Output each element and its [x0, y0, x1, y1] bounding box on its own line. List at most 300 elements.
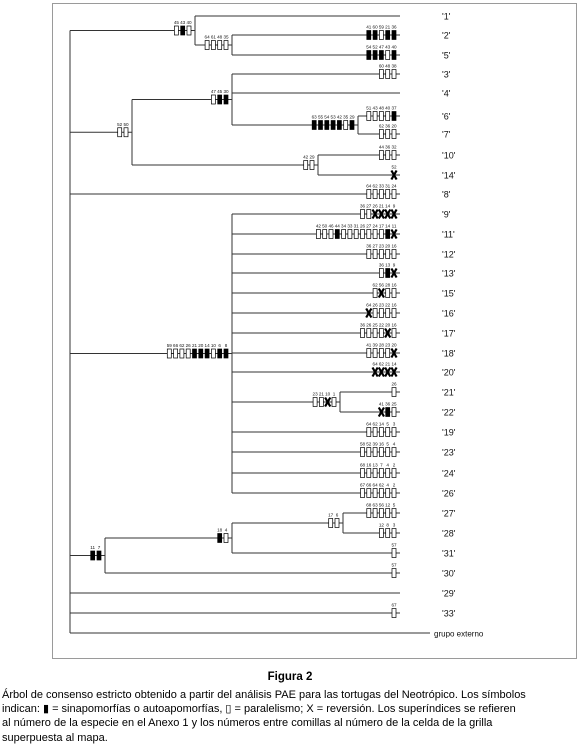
- character-number: 29: [309, 154, 315, 160]
- parallelism-marker: [379, 106, 385, 121]
- terminal-label: '10': [442, 150, 456, 161]
- character-number: 2: [392, 482, 396, 488]
- parallelism-marker: [373, 442, 379, 457]
- reversal-marker: [373, 362, 379, 377]
- synapomorphy-marker: [218, 343, 222, 358]
- character-number: 7: [380, 462, 383, 468]
- character-number: 4: [224, 527, 228, 533]
- terminal-label: '6': [442, 111, 451, 122]
- character-number: 4: [386, 462, 389, 468]
- character-number: 31: [385, 183, 391, 189]
- parallelism-marker: [379, 184, 385, 199]
- character-number: 12: [385, 502, 391, 508]
- parallelism-marker: [385, 45, 391, 60]
- synapomorphy-marker: [205, 343, 211, 358]
- terminal-label: '23': [442, 447, 456, 458]
- parallelism-marker: [117, 122, 123, 137]
- reversal-marker: [385, 362, 391, 377]
- character-number: 21: [385, 361, 391, 367]
- parallelism-marker: [179, 343, 185, 358]
- terminal-label: '18': [442, 348, 456, 359]
- parallelism-marker: [366, 442, 372, 457]
- caption-line: superpuesta al mapa.: [2, 731, 108, 744]
- parallelism-marker: [392, 422, 396, 437]
- character-number: 14: [385, 203, 391, 209]
- character-number: 23: [385, 342, 391, 348]
- character-number: 20: [391, 342, 397, 348]
- character-number: 36: [385, 401, 391, 407]
- parallelism-marker: [391, 145, 397, 160]
- parallelism-marker: [379, 145, 385, 160]
- parallelism-marker: [379, 323, 385, 338]
- character-number: 21: [191, 343, 198, 348]
- character-number: 16: [391, 282, 397, 288]
- character-number: 20: [198, 343, 204, 348]
- character-number: 4: [392, 441, 396, 447]
- synapomorphy-marker: [373, 45, 379, 60]
- character-number: 26: [391, 381, 397, 387]
- reversal-marker: [325, 392, 331, 407]
- synapomorphy-marker: [349, 115, 355, 130]
- parallelism-marker: [392, 483, 396, 498]
- character-number: 3: [392, 421, 396, 427]
- parallelism-marker: [328, 224, 334, 239]
- synapomorphy-marker: [217, 528, 223, 543]
- character-number: 44: [378, 144, 384, 150]
- parallelism-marker: [379, 244, 385, 259]
- character-number: 42: [336, 114, 342, 120]
- reversal-marker: [379, 362, 385, 377]
- character-number: 31: [353, 223, 359, 229]
- character-number: 5: [386, 421, 389, 427]
- character-number: 62: [372, 421, 378, 427]
- character-number: 10: [210, 343, 216, 348]
- reversal-marker: [385, 323, 391, 338]
- character-number: 20: [391, 123, 397, 129]
- terminal-label: '30': [442, 568, 456, 579]
- character-number: 45: [173, 20, 179, 25]
- character-number: 63: [311, 114, 317, 120]
- character-number: 64: [366, 302, 372, 308]
- character-number: 23: [312, 391, 318, 397]
- terminal-label: '4': [442, 88, 451, 99]
- character-number: 67: [359, 482, 366, 488]
- character-number: 64: [204, 34, 210, 40]
- parallelism-marker: [205, 35, 211, 50]
- character-number: 12: [378, 522, 384, 528]
- terminal-label: '28': [442, 528, 456, 539]
- terminal-label: '2': [442, 30, 451, 41]
- reversal-marker: [391, 343, 397, 358]
- character-number: 36: [366, 243, 372, 249]
- character-number: 35: [343, 114, 349, 120]
- parallelism-marker: [385, 106, 391, 121]
- synapomorphy-marker: [217, 89, 223, 104]
- character-number: 44: [334, 223, 340, 229]
- parallelism-marker: [385, 124, 391, 139]
- character-number: 26: [366, 322, 372, 328]
- parallelism-marker: [386, 422, 390, 437]
- parallelism-marker: [385, 283, 391, 298]
- character-number: 26: [185, 343, 191, 348]
- character-number: 64: [366, 421, 372, 427]
- parallelism-marker: [391, 543, 397, 558]
- parallelism-marker: [392, 503, 396, 518]
- terminal-label: '5': [442, 50, 451, 61]
- synapomorphy-marker: [337, 115, 343, 130]
- terminal-label: '3': [442, 69, 451, 80]
- parallelism-marker: [366, 184, 372, 199]
- synapomorphy-marker: [180, 20, 186, 35]
- character-number: 42: [315, 223, 321, 229]
- parallelism-marker: [391, 303, 397, 318]
- parallelism-marker: [379, 224, 385, 239]
- parallelism-marker: [332, 392, 336, 407]
- synapomorphy-marker: [335, 224, 341, 239]
- character-number: 36: [359, 203, 366, 209]
- character-number: 51: [366, 105, 372, 111]
- parallelism-marker: [385, 184, 391, 199]
- character-number: 14: [385, 223, 391, 229]
- character-number: 62: [378, 361, 384, 367]
- outgroup-label: grupo externo: [434, 629, 484, 639]
- character-number: 46: [328, 223, 334, 229]
- parallelism-marker: [373, 283, 379, 298]
- parallelism-marker: [392, 463, 396, 478]
- character-number: 53: [330, 114, 336, 120]
- character-number: 35: [223, 34, 229, 40]
- character-number: 62: [378, 123, 384, 129]
- reversal-marker: [373, 204, 379, 219]
- reversal-marker: [366, 303, 372, 318]
- parallelism-marker: [373, 323, 379, 338]
- reversal-marker: [391, 224, 396, 239]
- parallelism-marker: [123, 122, 129, 137]
- parallelism-marker: [373, 503, 379, 518]
- parallelism-marker: [373, 106, 379, 121]
- parallelism-marker: [173, 343, 179, 358]
- character-number: 4: [386, 482, 389, 488]
- character-number: 36: [378, 262, 384, 268]
- terminal-label: '27': [442, 508, 456, 519]
- parallelism-marker: [335, 513, 339, 528]
- character-number: 26: [372, 302, 378, 308]
- character-number: 42: [303, 154, 309, 160]
- character-number: 47: [378, 44, 384, 50]
- parallelism-marker: [379, 503, 385, 518]
- character-number: 27: [366, 223, 372, 229]
- parallelism-marker: [373, 244, 379, 259]
- character-number: 64: [372, 361, 378, 367]
- character-number: 21: [318, 391, 324, 397]
- character-number: 56: [378, 502, 384, 508]
- character-number: 40: [186, 20, 192, 25]
- parallelism-marker: [373, 422, 379, 437]
- parallelism-marker: [303, 155, 309, 170]
- synapomorphy-marker: [192, 343, 198, 358]
- character-number: 59: [166, 343, 172, 348]
- character-number: 66: [173, 343, 179, 348]
- parallelism-marker: [366, 422, 372, 437]
- parallelism-marker: [360, 483, 366, 498]
- character-number: 57: [391, 562, 397, 568]
- synapomorphy-marker: [366, 25, 372, 40]
- character-number: 8: [386, 522, 389, 528]
- figure-caption: [2, 688, 578, 745]
- parallelism-marker: [391, 563, 397, 578]
- character-number: 40: [385, 105, 391, 111]
- terminal-label: '31': [442, 548, 456, 559]
- synapomorphy-marker: [318, 115, 324, 130]
- character-number: 8: [224, 343, 228, 348]
- parallelism-marker: [366, 323, 372, 338]
- character-number: 37: [391, 105, 397, 111]
- character-number: 5: [392, 502, 396, 508]
- character-number: 62: [179, 343, 185, 348]
- parallelism-marker: [386, 523, 390, 538]
- character-number: 28: [378, 342, 384, 348]
- parallelism-marker: [392, 442, 396, 457]
- parallelism-marker: [385, 343, 391, 358]
- character-number: 23: [378, 302, 384, 308]
- character-number: 52: [391, 164, 397, 170]
- character-number: 11: [391, 223, 397, 229]
- terminal-label: '13': [442, 268, 456, 279]
- synapomorphy-marker: [90, 545, 95, 560]
- character-number: 48: [378, 105, 384, 111]
- parallelism-marker: [385, 244, 391, 259]
- character-number: 13: [385, 262, 391, 268]
- parallelism-marker: [354, 224, 360, 239]
- terminal-label: '8': [442, 189, 451, 200]
- parallelism-marker: [379, 64, 385, 79]
- character-number: 48: [217, 34, 223, 40]
- parallelism-marker: [379, 25, 385, 40]
- character-number: 13: [372, 462, 378, 468]
- character-number: 48: [385, 63, 391, 69]
- parallelism-marker: [379, 442, 385, 457]
- character-number: 61: [210, 34, 216, 40]
- terminal-label: '9': [442, 209, 451, 220]
- reversal-marker: [391, 362, 397, 377]
- character-number: 16: [366, 462, 372, 468]
- character-number: 36: [385, 144, 391, 150]
- caption-line: indican: ▮ = sinapomorfías o autoapomorfías, ▯ = paralelismo; X = reversión. Los superíndices se refieren: [2, 703, 516, 716]
- parallelism-marker: [373, 303, 379, 318]
- character-number: 23: [378, 243, 384, 249]
- parallelism-marker: [211, 35, 217, 50]
- parallelism-marker: [366, 244, 372, 259]
- terminal-label: '11': [442, 229, 455, 240]
- terminal-labels: [434, 12, 484, 639]
- character-number: 41: [378, 401, 384, 407]
- character-number: 33: [347, 223, 353, 229]
- character-number: 63: [372, 502, 378, 508]
- character-number: 52: [366, 441, 372, 447]
- parallelism-marker: [385, 303, 391, 318]
- character-number: 17: [328, 512, 334, 518]
- character-number: 18: [217, 527, 223, 533]
- character-number: 14: [204, 343, 210, 348]
- character-number: 17: [378, 223, 384, 229]
- parallelism-marker: [186, 20, 192, 35]
- parallelism-marker: [343, 115, 349, 130]
- character-number: 68: [359, 462, 366, 468]
- terminal-label: '16': [442, 308, 456, 319]
- parallelism-marker: [385, 145, 391, 160]
- character-number: 29: [349, 114, 355, 120]
- character-number: 16: [378, 441, 384, 447]
- parallelism-marker: [341, 224, 347, 239]
- synapomorphy-marker: [385, 25, 391, 40]
- synapomorphy-marker: [385, 263, 391, 278]
- character-number: 27: [366, 203, 372, 209]
- character-number: 50: [322, 223, 328, 229]
- character-number: 27: [372, 243, 378, 249]
- character-number: 68: [366, 502, 372, 508]
- character-number: 62: [372, 183, 378, 189]
- character-number: 39: [372, 342, 378, 348]
- synapomorphy-marker: [198, 343, 204, 358]
- character-number: 43: [372, 105, 378, 111]
- parallelism-marker: [373, 224, 379, 239]
- parallelism-marker: [391, 283, 397, 298]
- character-number: 3: [392, 522, 396, 528]
- character-number: 24: [372, 223, 378, 229]
- parallelism-marker: [379, 422, 385, 437]
- character-number: 25: [372, 322, 378, 328]
- terminal-label: '29': [442, 588, 456, 599]
- parallelism-marker: [373, 184, 379, 199]
- parallelism-marker: [211, 343, 217, 358]
- character-number: 64: [366, 183, 372, 189]
- terminal-label: '19': [442, 427, 456, 438]
- character-number: 16: [391, 243, 397, 249]
- character-number: 1: [332, 391, 336, 397]
- synapomorphy-marker: [391, 45, 397, 60]
- parallelism-marker: [224, 528, 228, 543]
- character-number: 14: [378, 421, 384, 427]
- character-number: 67: [391, 602, 397, 608]
- terminal-label: '21': [442, 387, 456, 398]
- parallelism-marker: [366, 483, 372, 498]
- reversal-marker: [379, 204, 385, 219]
- parallelism-marker: [373, 343, 379, 358]
- terminal-label: '22': [442, 407, 456, 418]
- character-number: 60: [378, 63, 384, 69]
- character-number: 43: [180, 20, 186, 25]
- synapomorphy-marker: [312, 115, 318, 130]
- parallelism-marker: [392, 523, 396, 538]
- character-number: 45: [217, 89, 223, 94]
- character-number: 66: [366, 482, 372, 488]
- character-number: 30: [223, 89, 229, 94]
- character-number: 47: [210, 89, 216, 94]
- parallelism-marker: [360, 463, 366, 478]
- parallelism-marker: [360, 204, 366, 219]
- character-number: 16: [391, 302, 397, 308]
- synapomorphy-marker: [223, 89, 229, 104]
- synapomorphy-marker: [391, 25, 397, 40]
- character-number: 20: [385, 243, 391, 249]
- character-number: 38: [391, 63, 397, 69]
- character-number: 43: [385, 44, 391, 50]
- character-number: 36: [391, 24, 397, 30]
- character-number: 6: [218, 343, 221, 348]
- parallelism-marker: [379, 463, 383, 478]
- parallelism-marker: [309, 155, 315, 170]
- synapomorphy-marker: [324, 115, 330, 130]
- parallelism-marker: [217, 35, 223, 50]
- parallelism-marker: [391, 124, 397, 139]
- character-number: 21: [385, 24, 391, 30]
- character-number: 52: [117, 121, 123, 127]
- character-number: 34: [341, 223, 347, 229]
- parallelism-marker: [174, 20, 180, 35]
- character-number: 59: [378, 24, 384, 30]
- character-number: 39: [372, 441, 378, 447]
- parallelism-marker: [366, 503, 372, 518]
- character-number: 62: [372, 282, 378, 288]
- parallelism-marker: [379, 124, 385, 139]
- character-number: 62: [378, 482, 384, 488]
- parallelism-marker: [379, 303, 385, 318]
- synapomorphy-marker: [373, 25, 379, 40]
- character-number: 6: [335, 512, 339, 518]
- parallelism-marker: [366, 343, 372, 358]
- parallelism-marker: [316, 224, 322, 239]
- synapomorphy-marker: [97, 545, 101, 560]
- character-number: 54: [324, 114, 330, 120]
- synapomorphy-marker: [331, 115, 337, 130]
- character-number: 26: [372, 203, 378, 209]
- terminal-label: '33': [442, 608, 456, 619]
- figure-title: Figura 2: [267, 671, 313, 683]
- parallelism-marker: [385, 503, 391, 518]
- character-number: 50: [123, 121, 129, 127]
- parallelism-marker: [313, 392, 319, 407]
- character-number: 41: [366, 342, 372, 348]
- parallelism-marker: [360, 224, 366, 239]
- reversal-marker: [385, 204, 391, 219]
- character-number: 56: [378, 282, 384, 288]
- character-number: 5: [386, 441, 389, 447]
- parallelism-marker: [386, 483, 390, 498]
- character-number: 32: [391, 144, 397, 150]
- character-number: 24: [391, 183, 397, 189]
- character-number: 26: [359, 223, 366, 229]
- caption-line: al número de la especie en el Anexo 1 y los números entre comillas al número de la celda de la grilla: [2, 717, 493, 730]
- character-number: 33: [378, 183, 384, 189]
- character-number: 55: [317, 114, 324, 120]
- synapomorphy-marker: [385, 402, 391, 417]
- terminal-label: '26': [442, 488, 456, 499]
- parallelism-marker: [386, 442, 390, 457]
- character-number: 22: [385, 302, 391, 308]
- character-number: 54: [366, 44, 372, 50]
- synapomorphy-marker: [391, 106, 397, 121]
- terminal-label: '7': [442, 129, 451, 140]
- character-number: 41: [366, 24, 372, 30]
- reversal-marker: [391, 204, 396, 219]
- character-number: 14: [391, 361, 397, 367]
- synapomorphy-marker: [385, 224, 391, 239]
- parallelism-marker: [373, 483, 379, 498]
- reversal-marker: [379, 283, 385, 298]
- character-number: 60: [372, 24, 378, 30]
- synapomorphy-marker: [379, 45, 385, 60]
- synapomorphy-marker: [366, 45, 372, 60]
